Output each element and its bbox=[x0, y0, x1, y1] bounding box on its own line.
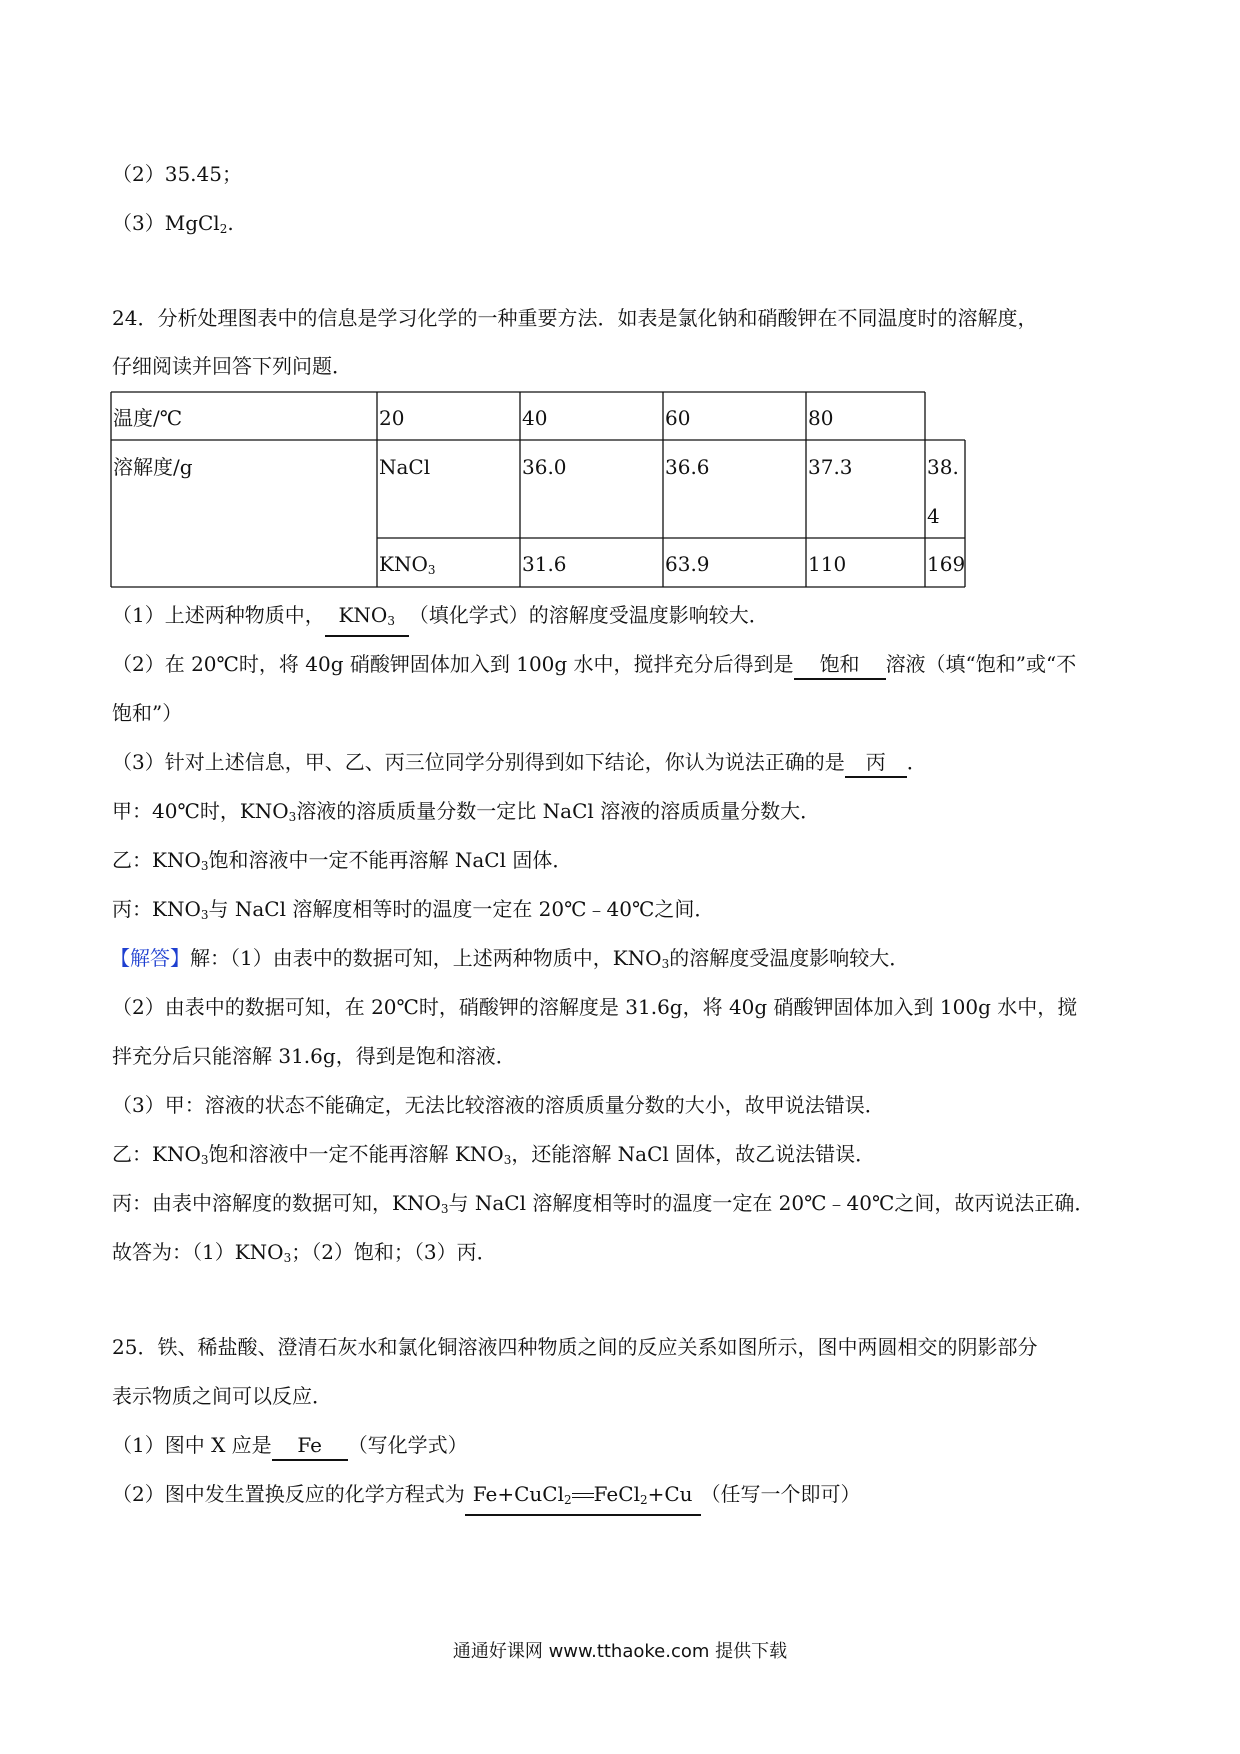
table-nacl-value-last-a: 38. bbox=[927, 455, 959, 479]
q25-answer-1: Fe bbox=[272, 1431, 348, 1461]
question-25-intro-1: 25．铁、稀盐酸、澄清石灰水和氯化铜溶液四种物质之间的反应关系如图所示，图中两圆相交的阴影部分 bbox=[112, 1335, 1038, 1359]
question-24-intro-1: 24．分析处理图表中的信息是学习化学的一种重要方法．如表是氯化钠和硝酸钾在不同温度时的溶解度， bbox=[112, 306, 1038, 330]
q24-part-2-cont: 饱和”） bbox=[112, 701, 183, 725]
q24-part-2: （2）在 20℃时，将 40g 硝酸钾固体加入到 100g 水中，搅拌充分后得到是 饱和 溶液（填“饱和”或“不 bbox=[112, 650, 1076, 680]
table-temp-80: 80 bbox=[808, 406, 834, 430]
table-nacl-value-last-b: 4 bbox=[927, 504, 940, 528]
table-temp-label: 温度/℃ bbox=[113, 406, 183, 430]
q24-answer-1: $KNO_3$ bbox=[325, 601, 409, 637]
table-kno3-value: 63.9 bbox=[665, 552, 710, 576]
table-solubility-label: 溶解度/g bbox=[113, 455, 193, 479]
table-kno3-label: $KNO_3$ bbox=[379, 552, 436, 577]
q24-answer-3: 丙 bbox=[845, 748, 907, 778]
q25-part-1: （1）图中 X 应是 Fe （写化学式） bbox=[112, 1431, 468, 1461]
q25-part-2: （2）图中发生置换反应的化学方程式为 Fe+CuCl$_2$ FeCl$_2$+Cu （任写一个即可） bbox=[112, 1480, 861, 1516]
q24-answer-2: 饱和 bbox=[794, 650, 886, 680]
page-footer: 通通好课网 www.tthaoke.com 提供下载 bbox=[452, 1641, 788, 1662]
table-kno3-value: 110 bbox=[808, 552, 847, 576]
table-temp-60: 60 bbox=[665, 406, 691, 430]
answer-line-3: （3）MgCl$_2$. bbox=[112, 211, 234, 236]
q24-statement-bing: 丙：$KNO_3$与 NaCl 溶解度相等时的温度一定在 20℃﹣40℃之间． bbox=[112, 897, 715, 922]
solution-tag: 【解答】 bbox=[110, 946, 190, 970]
table-kno3-value: 169 bbox=[927, 552, 966, 576]
solution-line-5: 丙：由表中溶解度的数据可知，$KNO_3$与 NaCl 溶解度相等时的温度一定在 20℃﹣40℃之间，故丙说法正确． bbox=[112, 1191, 1095, 1216]
answer-line-2: （2）35.45； bbox=[112, 162, 242, 186]
q24-statement-jia: 甲：40℃时，$KNO_3$溶液的溶质质量分数一定比 NaCl 溶液的溶质质量分数大． bbox=[112, 799, 821, 824]
solution-line-2-cont: 拌充分后只能溶解 31.6g，得到是饱和溶液． bbox=[112, 1044, 516, 1068]
table-kno3-value: 31.6 bbox=[522, 552, 567, 576]
table-temp-40: 40 bbox=[522, 406, 548, 430]
question-24-intro-2: 仔细阅读并回答下列问题． bbox=[112, 354, 352, 378]
solution-line-1: 【解答】解：（1）由表中的数据可知，上述两种物质中，$KNO_3$的溶解度受温度影响较大． bbox=[110, 946, 910, 971]
table-temp-20: 20 bbox=[379, 406, 405, 430]
solution-line-6: 故答为：$(1)KNO_3$；（2）饱和；（3）丙． bbox=[112, 1240, 497, 1265]
table-nacl-value: 37.3 bbox=[808, 455, 853, 479]
solution-line-4: 乙：$KNO_3$饱和溶液中一定不能再溶解 $KNO_3$，还能溶解 NaCl 固体，故乙说法错误． bbox=[112, 1142, 876, 1167]
q24-part-3: （3）针对上述信息，甲、乙、丙三位同学分别得到如下结论，你认为说法正确的是 丙 ． bbox=[112, 748, 927, 778]
question-25-intro-2: 表示物质之间可以反应． bbox=[112, 1384, 332, 1408]
table-nacl-label: NaCl bbox=[379, 455, 431, 479]
solution-line-3: （3）甲：溶液的状态不能确定，无法比较溶液的溶质质量分数的大小，故甲说法错误． bbox=[112, 1093, 885, 1117]
table-nacl-value: 36.0 bbox=[522, 455, 567, 479]
q24-part-1: （1）上述两种物质中， $KNO_3$ （填化学式）的溶解度受温度影响较大． bbox=[112, 601, 769, 637]
solution-line-2: （2）由表中的数据可知，在 20℃时，硝酸钾的溶解度是 31.6g，将 40g 硝酸钾固体加入到 100g 水中，搅 bbox=[112, 995, 1078, 1019]
table-nacl-value: 36.6 bbox=[665, 455, 710, 479]
q24-statement-yi: 乙：$KNO_3$饱和溶液中一定不能再溶解 NaCl 固体． bbox=[112, 848, 573, 873]
q25-answer-2: Fe+CuCl$_2$ FeCl$_2$+Cu bbox=[465, 1480, 701, 1516]
